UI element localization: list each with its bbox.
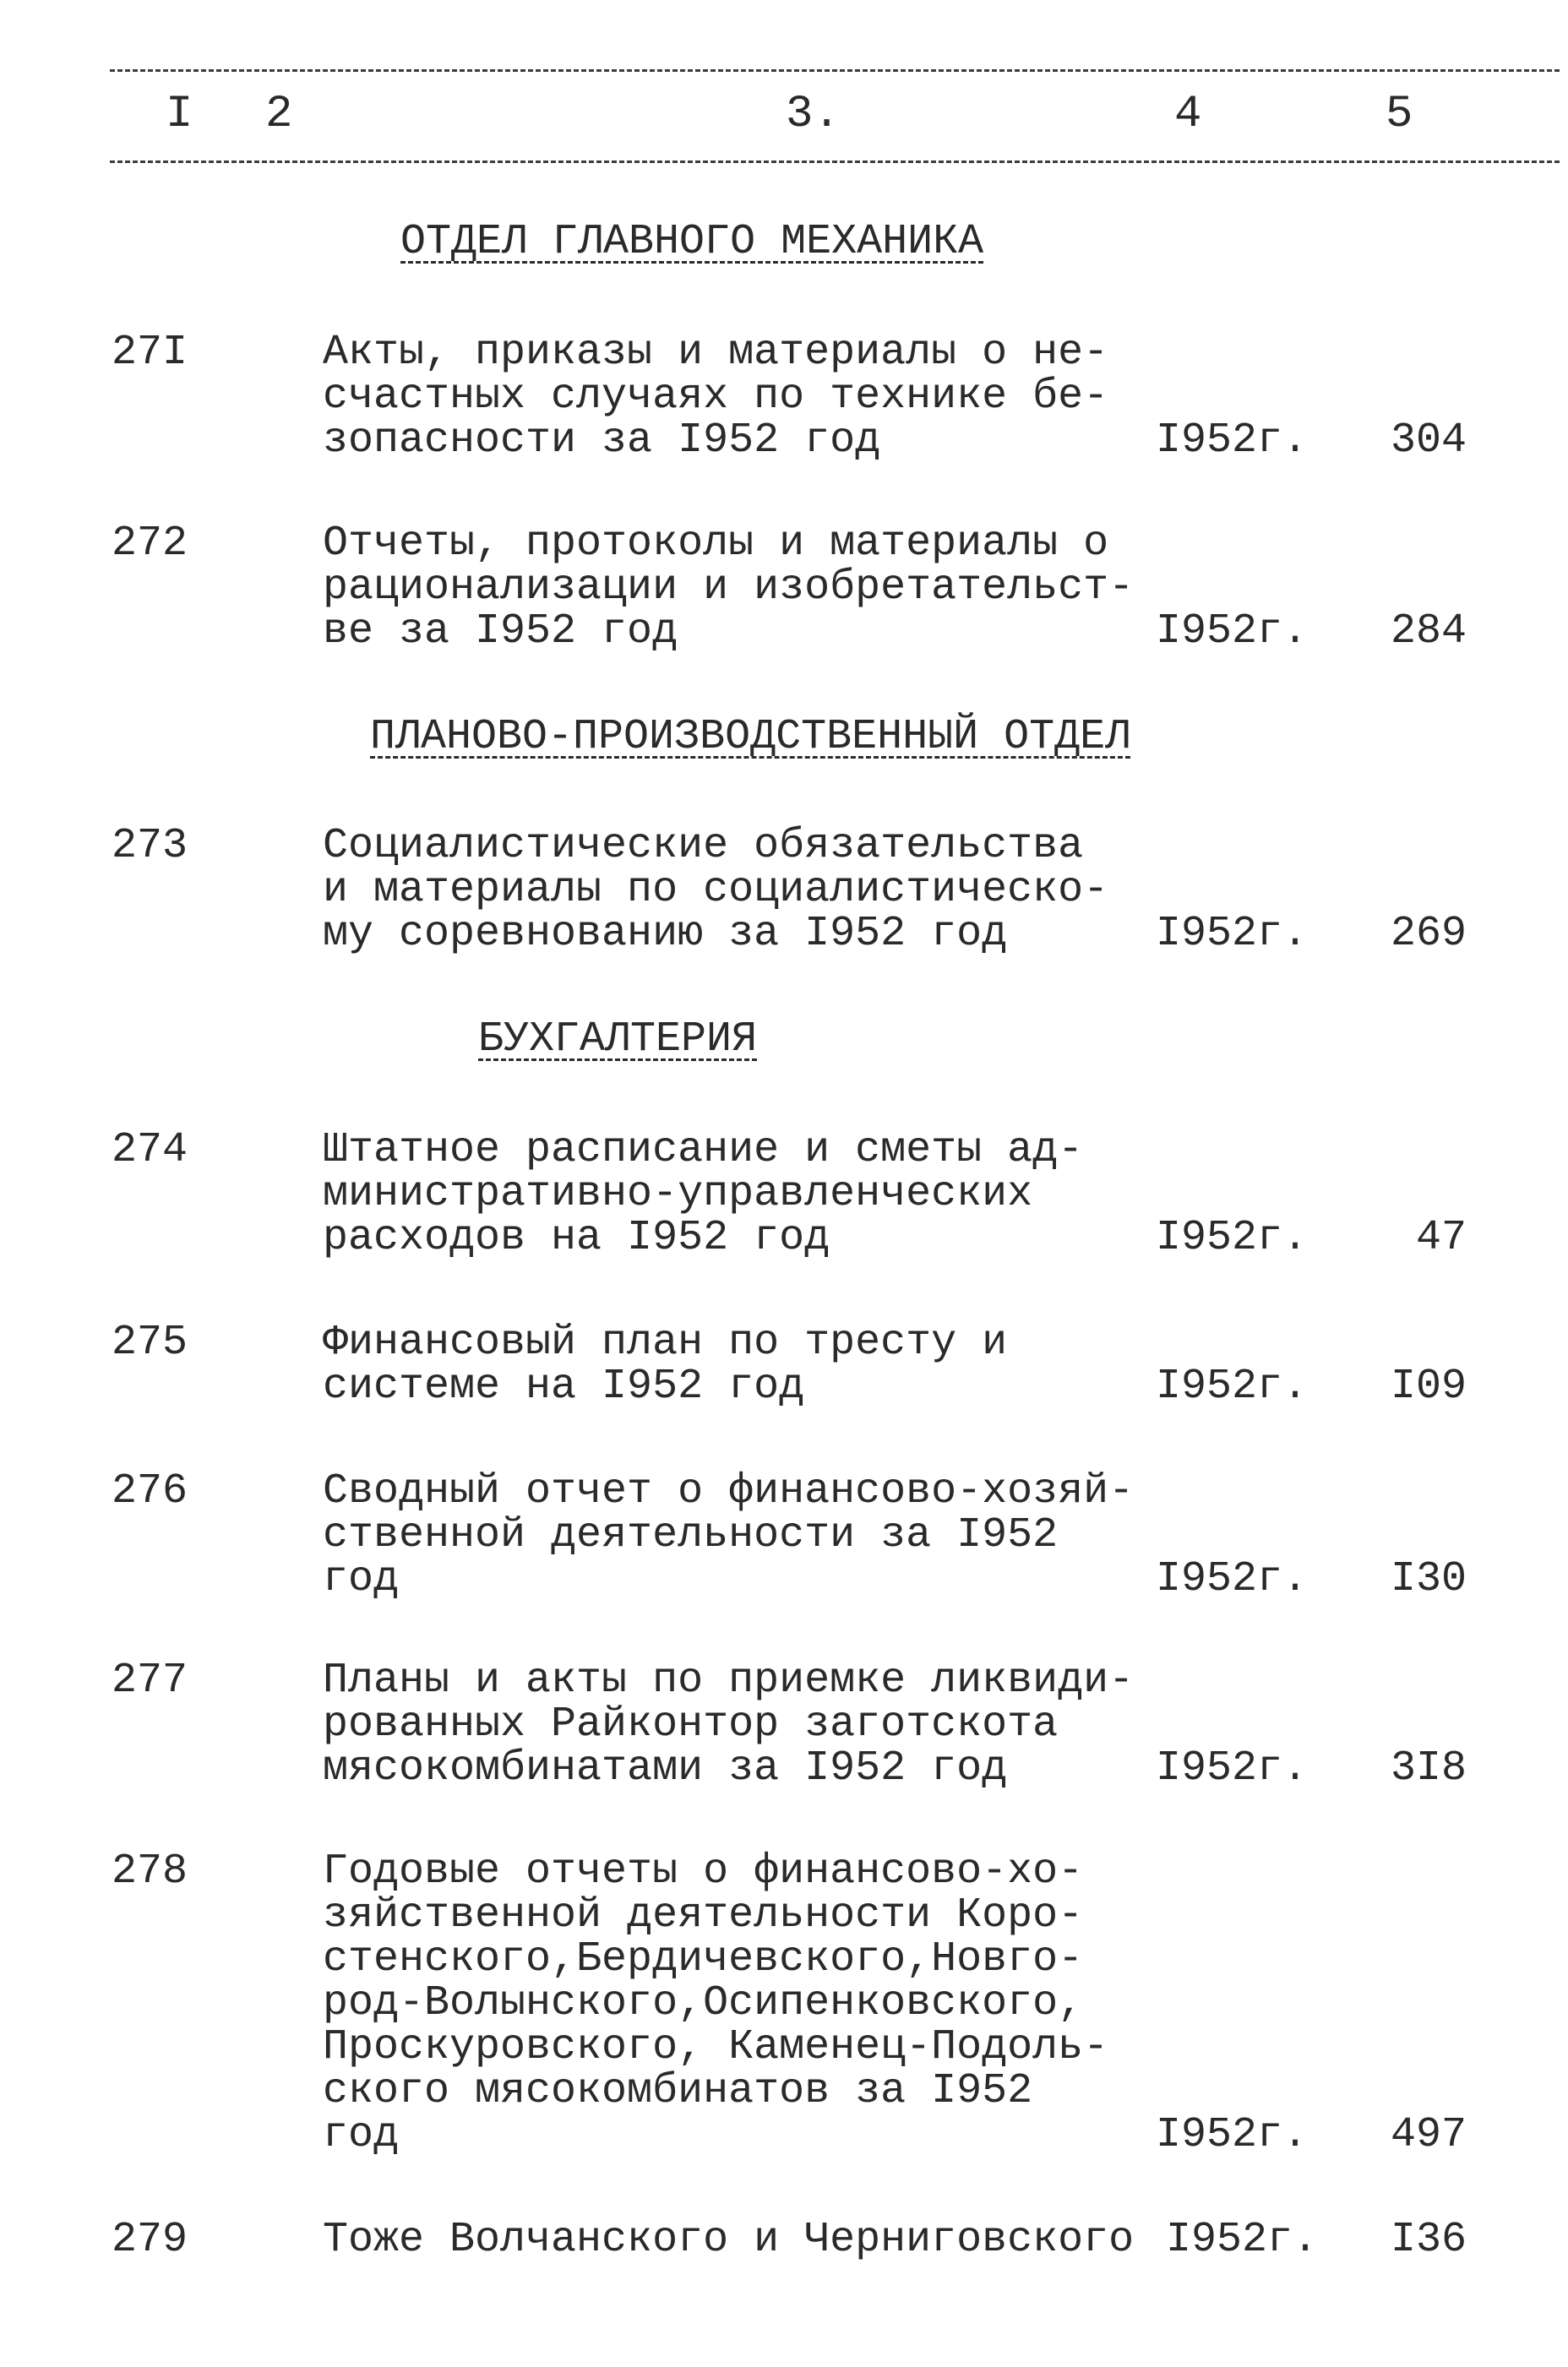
entry-page-count: 284 [1390, 607, 1467, 656]
entry-description [323, 1126, 1084, 1262]
entry-year: I952г. [1156, 2111, 1309, 2159]
entry-description [323, 1659, 1134, 1791]
entry-page-count: I30 [1390, 1555, 1467, 1603]
entry-description-line: год [323, 2111, 400, 2159]
entry-description [323, 522, 1134, 654]
entry-description-line: му соревнованию за I952 год [323, 910, 1008, 958]
entry-description-line: стенского,Бердичевского,Новго- [323, 1935, 1084, 1983]
entry-page-count: I09 [1390, 1363, 1467, 1411]
entry-description [323, 824, 1108, 956]
header-bottom-rule [110, 161, 1560, 163]
entry-year: I952г. [1156, 416, 1309, 465]
entry-number: 27I [112, 329, 188, 377]
entry-number: 278 [112, 1847, 188, 1896]
entry-number: 274 [112, 1126, 188, 1174]
entry-page-count: 304 [1390, 416, 1467, 465]
entry-description-line: счастных случаях по технике бе- [323, 373, 1109, 421]
entry-description-line: рационализации и изобретательст- [323, 563, 1135, 612]
entry-year: I952г. [1156, 1363, 1309, 1411]
entry-page-count: 269 [1390, 910, 1467, 958]
entry-year: I952г. [1156, 607, 1309, 656]
entry-number: 275 [112, 1319, 188, 1367]
entry-description-line: ского мясокомбинатов за I952 [323, 2067, 1033, 2115]
entry-description [323, 1847, 1109, 2159]
entry-number: 279 [112, 2216, 188, 2264]
entry-description-line: Акты, приказы и материалы о не- [323, 329, 1109, 377]
entry-page-count: 3I8 [1390, 1744, 1467, 1793]
entry-description-line: Тоже Волчанского и Черниговского [323, 2216, 1135, 2264]
entry-description-line: Отчеты, протоколы и материалы о [323, 520, 1109, 568]
entry-description-line: рованных Райконтор заготскота [323, 1700, 1059, 1749]
entry-description [323, 2218, 1134, 2262]
entry-page-count: 47 [1415, 1214, 1467, 1262]
entry-description-line: Социалистические обязательства [323, 822, 1084, 870]
entry-description [323, 331, 1108, 463]
entry-description-line: Планы и акты по приемке ликвиди- [323, 1657, 1135, 1705]
entry-description-line: мясокомбинатами за I952 год [323, 1744, 1008, 1793]
section-title-planning-production: ПЛАНОВО-ПРОИЗВОДСТВЕННЫЙ ОТДЕЛ [370, 713, 1131, 761]
entry-year: I952г. [1156, 1744, 1309, 1793]
entry-description-line: ственной деятельности за I952 [323, 1511, 1059, 1559]
entry-number: 277 [112, 1657, 188, 1705]
entry-number: 273 [112, 822, 188, 870]
column-5-number: 5 [1386, 89, 1413, 140]
entry-year: I952г. [1156, 1214, 1309, 1262]
entry-description-line: ве за I952 год [323, 607, 678, 656]
entry-description-line: расходов на I952 год [323, 1214, 830, 1262]
entry-description [323, 1321, 1007, 1409]
entry-description-line: Годовые отчеты о финансово-хо- [323, 1847, 1084, 1896]
entry-description-line: системе на I952 год [323, 1363, 805, 1411]
entry-description-line: род-Волынского,Осипенковского, [323, 1979, 1084, 2027]
column-3-number: 3. [786, 89, 841, 140]
entry-page-count: I36 [1390, 2216, 1467, 2264]
column-4-number: 4 [1174, 89, 1202, 140]
section-title-chief-mechanic: ОТДЕЛ ГЛАВНОГО МЕХАНИКА [400, 218, 984, 266]
entry-description-line: Штатное расписание и сметы ад- [323, 1126, 1084, 1174]
entry-year: I952г. [1156, 1555, 1309, 1603]
entry-description [323, 1467, 1135, 1603]
entry-year: I952г. [1156, 910, 1309, 958]
entry-year: I952г. [1166, 2216, 1319, 2264]
entry-number: 272 [112, 520, 188, 568]
entry-description-line: Сводный отчет о финансово-хозяй- [323, 1467, 1135, 1515]
entry-number: 276 [112, 1467, 188, 1515]
entry-description-line: Финансовый план по тресту и [323, 1319, 1008, 1367]
entry-description-line: зопасности за I952 год [323, 416, 881, 465]
entry-page-count: 497 [1390, 2111, 1467, 2159]
entry-description-line: министративно-управленческих [323, 1170, 1033, 1218]
entry-description-line: и материалы по социалистическо- [323, 866, 1109, 914]
column-1-number: I [166, 89, 193, 140]
entry-description-line: год [323, 1555, 400, 1603]
column-2-number: 2 [265, 89, 293, 140]
entry-description-line: Проскуровского, Каменец-Подоль- [323, 2023, 1109, 2071]
entry-description-line: зяйственной деятельности Коро- [323, 1891, 1084, 1940]
header-top-rule [110, 69, 1560, 72]
section-title-accounting: БУХГАЛТЕРИЯ [478, 1015, 758, 1064]
